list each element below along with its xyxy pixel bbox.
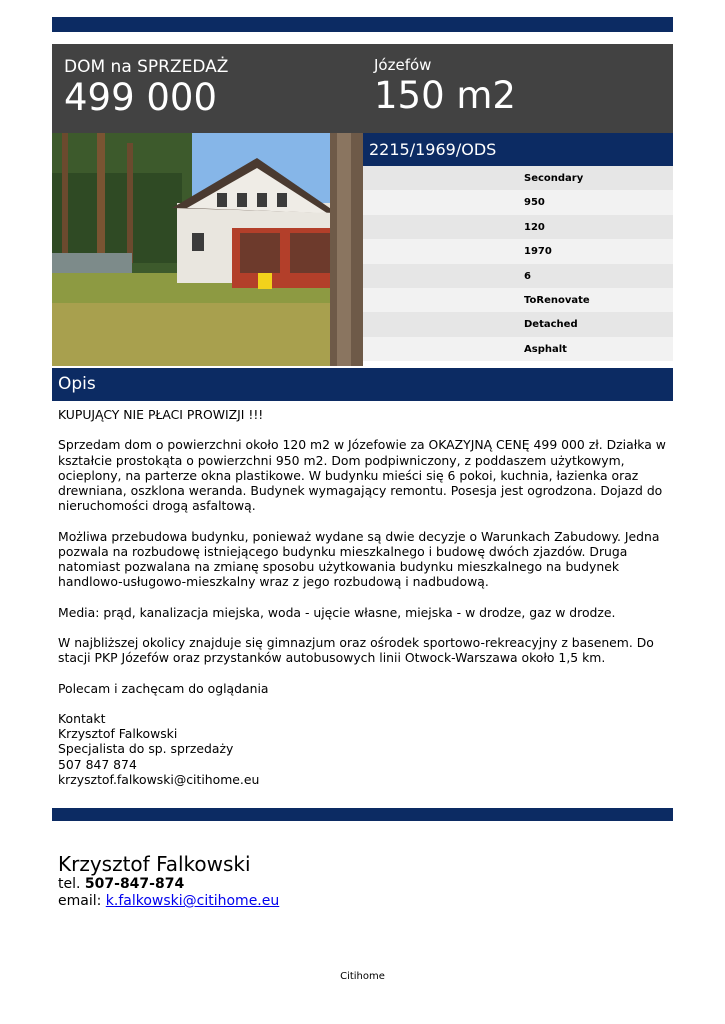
contact-line: Krzysztof Falkowski [58, 726, 178, 742]
description-paragraph: Media: prąd, kanalizacja miejska, woda - ujęcie własne, miejska - w drodze, gaz w drodze. [58, 604, 616, 620]
agent-email-link[interactable]: k.falkowski@citihome.eu [105, 893, 280, 909]
listing-header [52, 44, 673, 133]
property-photo [52, 133, 363, 366]
param-value: Detached [524, 319, 578, 331]
parameters-table [363, 166, 673, 361]
description-paragraph: KUPUJĄCY NIE PŁACI PROWIZJI !!! [58, 407, 264, 422]
param-value: Asphalt [524, 343, 567, 355]
top-accent-bar [52, 17, 673, 32]
description-heading-bar [52, 368, 673, 401]
param-row [363, 312, 673, 336]
agent-name: Krzysztof Falkowski [58, 852, 251, 876]
contact-block [58, 711, 670, 787]
footer-company: Citihome [340, 971, 385, 982]
email-label: email: [58, 893, 102, 909]
param-row [363, 190, 673, 214]
param-row [363, 337, 673, 361]
param-row [363, 239, 673, 263]
area-value: 150 m2 [374, 74, 516, 117]
param-value: Secondary [524, 173, 584, 184]
reference-number: 2215/1969/ODS [369, 140, 497, 159]
agent-email-line [58, 893, 279, 910]
agent-card [58, 852, 279, 910]
contact-line: Specjalista do sp. sprzedaży [58, 741, 234, 757]
contact-line: 507 847 874 [58, 756, 137, 772]
contact-line: Kontakt [58, 710, 106, 726]
section-divider-bar [52, 808, 673, 821]
contact-line: krzysztof.falkowski@citihome.eu [58, 771, 260, 787]
param-value: 950 [524, 197, 545, 209]
description-heading: Opis [58, 374, 96, 394]
param-value: ToRenovate [524, 294, 590, 306]
description-body [58, 407, 670, 787]
param-row [363, 288, 673, 312]
reference-number-bar [363, 133, 673, 166]
property-type-label: DOM na SPRZEDAŻ [64, 57, 229, 77]
description-paragraph: Polecam i zachęcam do oglądania [58, 680, 269, 696]
location-label: Józefów [374, 56, 432, 74]
param-value: 6 [524, 270, 531, 282]
description-paragraph: W najbliższej okolicy znajduje się gimnazjum oraz ośrodek sportowo-rekreacyjny z basenem. Do stacji PKP Józefów oraz przystanków autobusowych linii Otwock-Warszawa około 1,5 km. [58, 634, 654, 666]
param-value: 120 [524, 221, 545, 233]
param-value: 1970 [524, 246, 552, 258]
price-value: 499 000 [64, 76, 218, 119]
param-row [363, 166, 673, 190]
description-paragraph: Sprzedam dom o powierzchni około 120 m2 w Józefowie za OKAZYJNĄ CENĘ 499 000 zł. Działka w kształcie prostokąta o powierzchni 950 m2. Dom podpiwniczony, z poddaszem użytkowym, ocieplony, na parterze okna plastikowe. W budynku mieści się 6 pokoi, kuchnia, łazienka oraz drewniana, oszklona weranda. Budynek wymagający remontu. Posesja jest ogrodzona. Dojazd do nieruchomości drogą asfaltową. [58, 437, 666, 514]
agent-phone-line [58, 876, 279, 893]
agent-phone: 507-847-874 [84, 876, 185, 892]
phone-label: tel. [58, 876, 81, 892]
param-row [363, 215, 673, 239]
param-row [363, 264, 673, 288]
description-paragraph: Możliwa przebudowa budynku, ponieważ wydane są dwie decyzje o Warunkach Zabudowy. Jedna pozwala na rozbudowę istniejącego budynku mieszkalnego i budowę dwóch zjazdów. Druga natomiast pozwalana na zmianę sposobu użytkowania budynku mieszkalnego na budynek handlowo-usługowo-mieszkalny wraz z jego rozbudową i nadbudową. [58, 528, 660, 590]
